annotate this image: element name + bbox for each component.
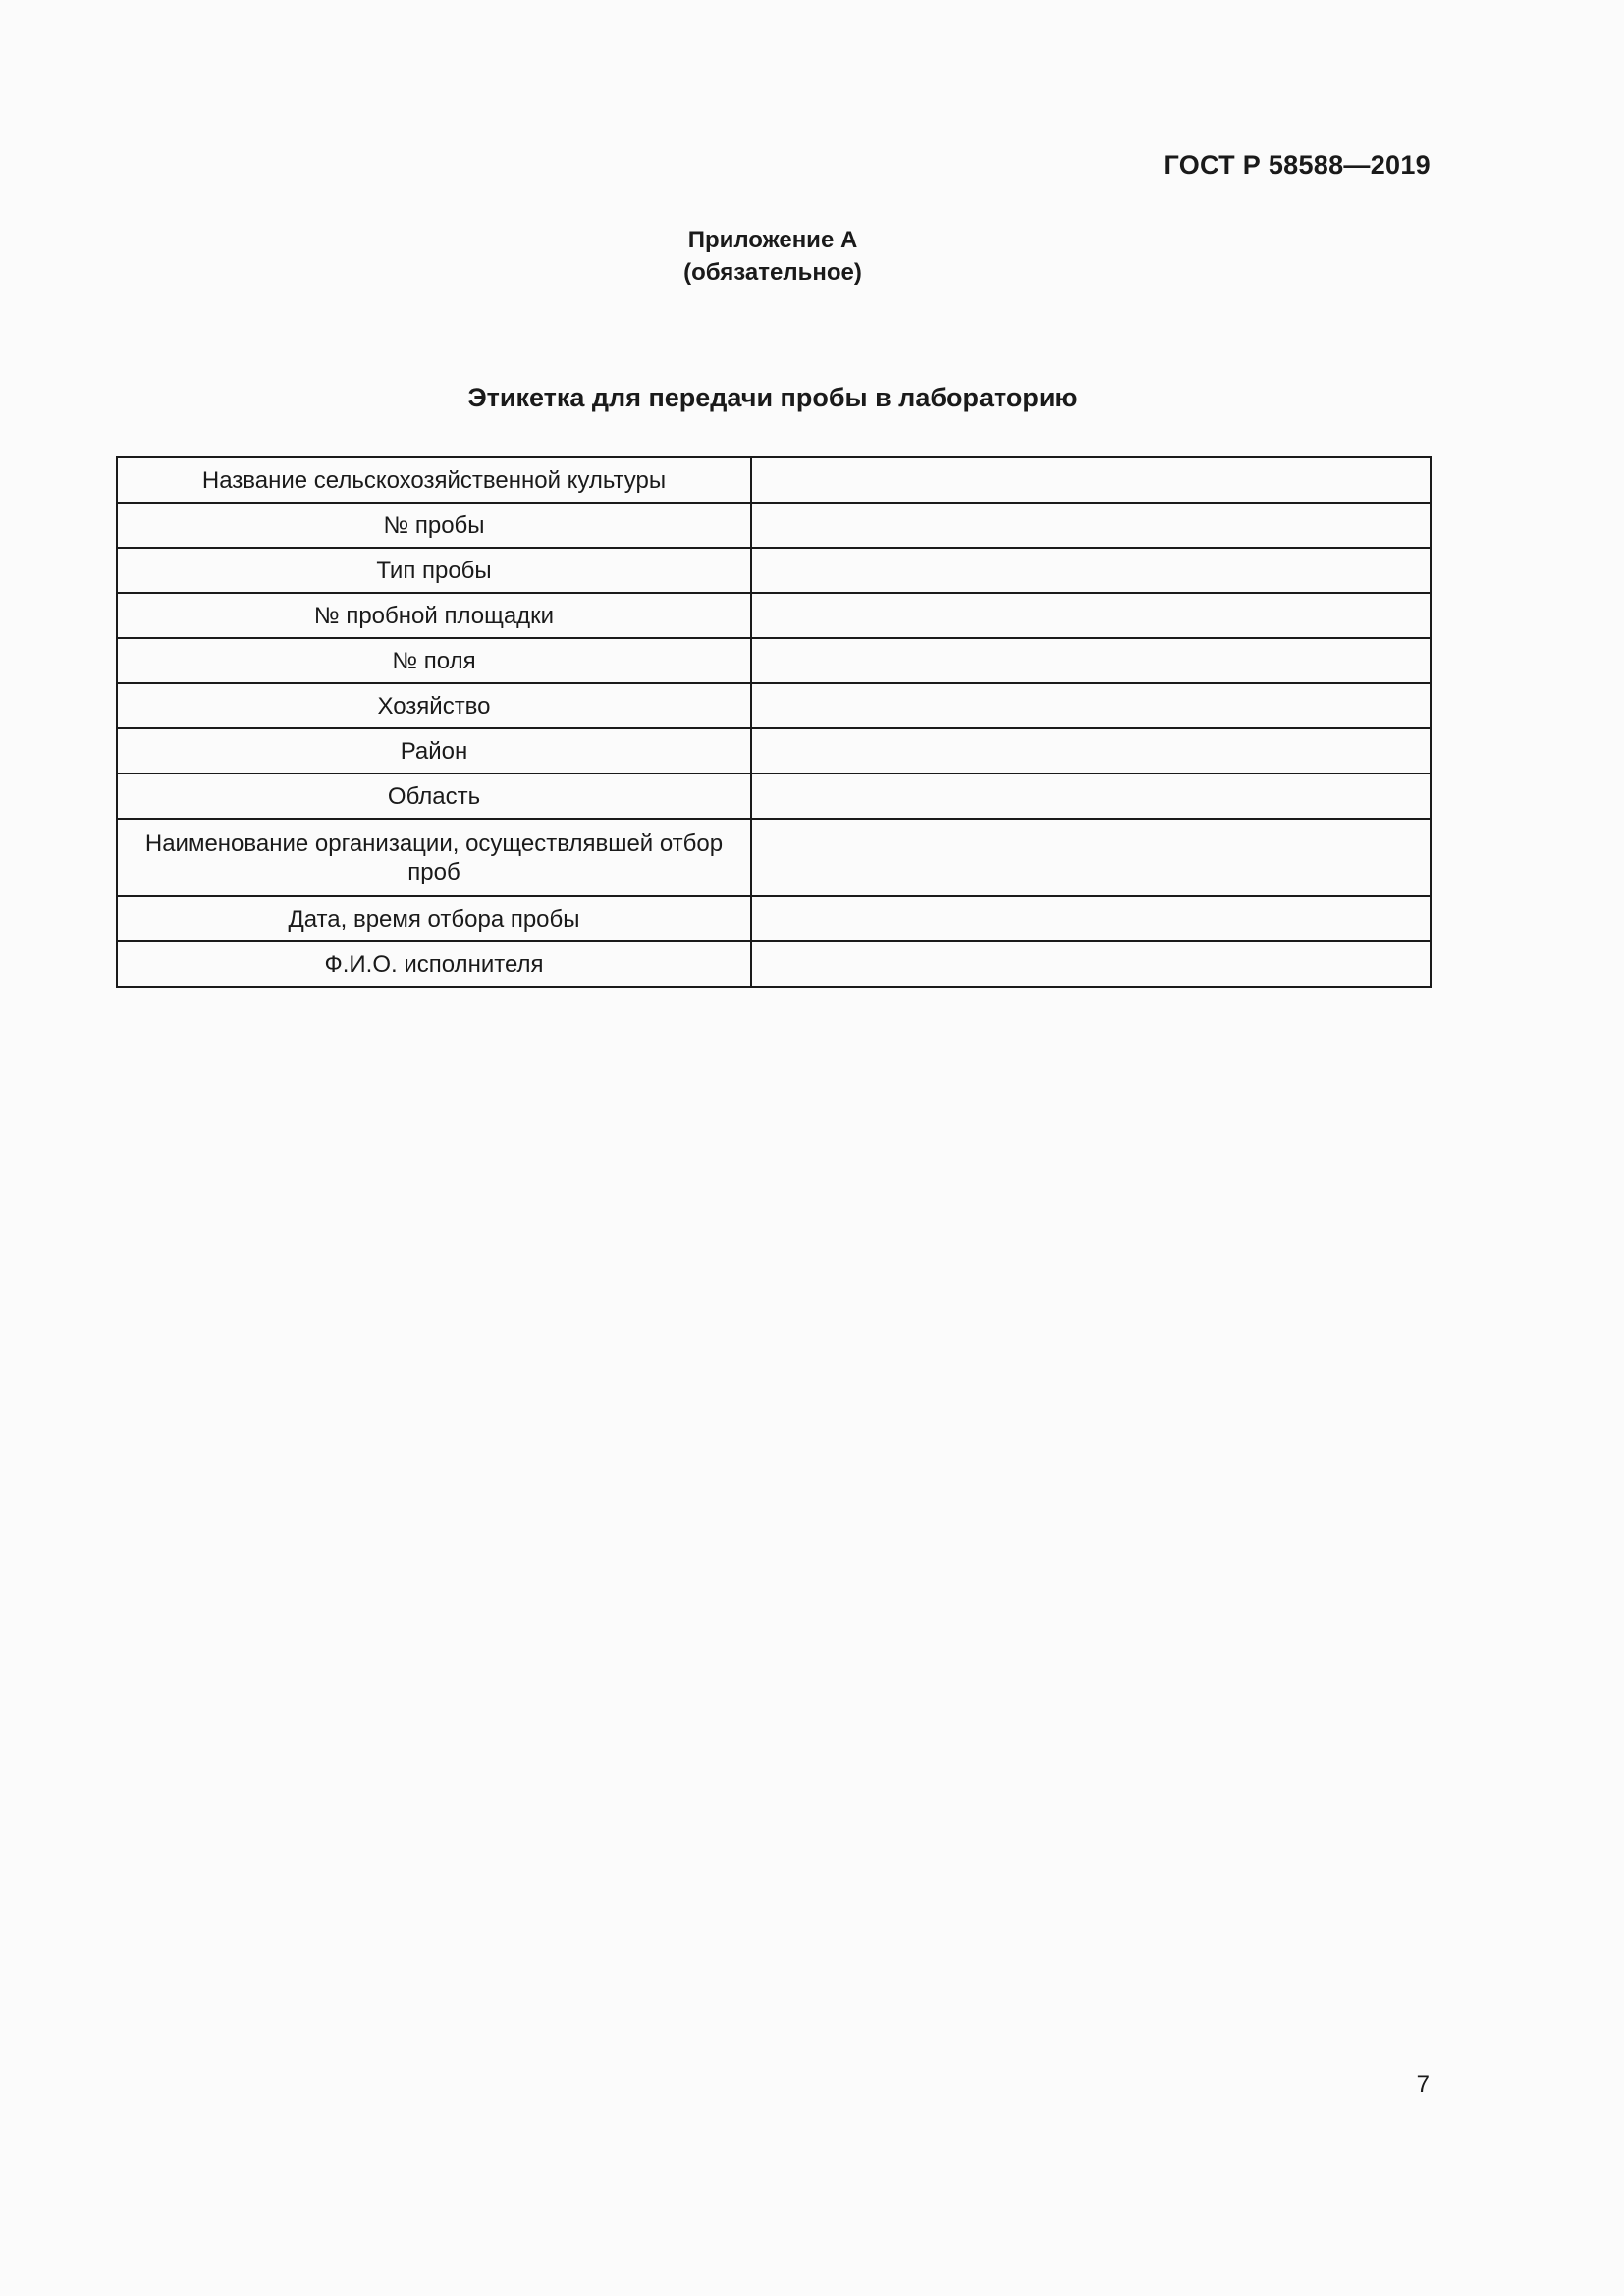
field-value[interactable]	[751, 819, 1431, 896]
field-label: Наименование организации, осуществлявшей отбор проб	[117, 819, 751, 896]
field-value[interactable]	[751, 728, 1431, 774]
field-value[interactable]	[751, 896, 1431, 941]
field-label: № пробы	[117, 503, 751, 548]
field-value[interactable]	[751, 548, 1431, 593]
label-form-title: Этикетка для передачи пробы в лабораторию	[467, 383, 1078, 412]
field-value[interactable]	[751, 941, 1431, 987]
table-row	[117, 819, 1431, 896]
field-label: Район	[117, 728, 751, 774]
field-label: Область	[117, 774, 751, 819]
document-code: ГОСТ Р 58588—2019	[1164, 150, 1431, 180]
field-value[interactable]	[751, 593, 1431, 638]
field-label: № пробной площадки	[117, 593, 751, 638]
field-label: Название сельскохозяйственной культуры	[117, 457, 751, 503]
field-value[interactable]	[751, 683, 1431, 728]
field-value[interactable]	[751, 457, 1431, 503]
page-number: 7	[1416, 2071, 1430, 2098]
field-label: Ф.И.О. исполнителя	[117, 941, 751, 987]
field-label: Дата, время отбора пробы	[117, 896, 751, 941]
appendix-status: (обязательное)	[683, 259, 862, 286]
field-label: Тип пробы	[117, 548, 751, 593]
table-row	[117, 638, 1431, 683]
field-value[interactable]	[751, 774, 1431, 819]
table-row	[117, 503, 1431, 548]
table-row	[117, 457, 1431, 503]
field-value[interactable]	[751, 503, 1431, 548]
table-row	[117, 593, 1431, 638]
table-row	[117, 728, 1431, 774]
table-row	[117, 548, 1431, 593]
field-label: № поля	[117, 638, 751, 683]
table-row	[117, 941, 1431, 987]
table-row	[117, 683, 1431, 728]
field-value[interactable]	[751, 638, 1431, 683]
table-row	[117, 774, 1431, 819]
label-form-table	[116, 456, 1432, 988]
appendix-heading	[0, 224, 1545, 289]
field-label: Хозяйство	[117, 683, 751, 728]
appendix-title: Приложение А	[687, 227, 858, 253]
table-row	[117, 896, 1431, 941]
